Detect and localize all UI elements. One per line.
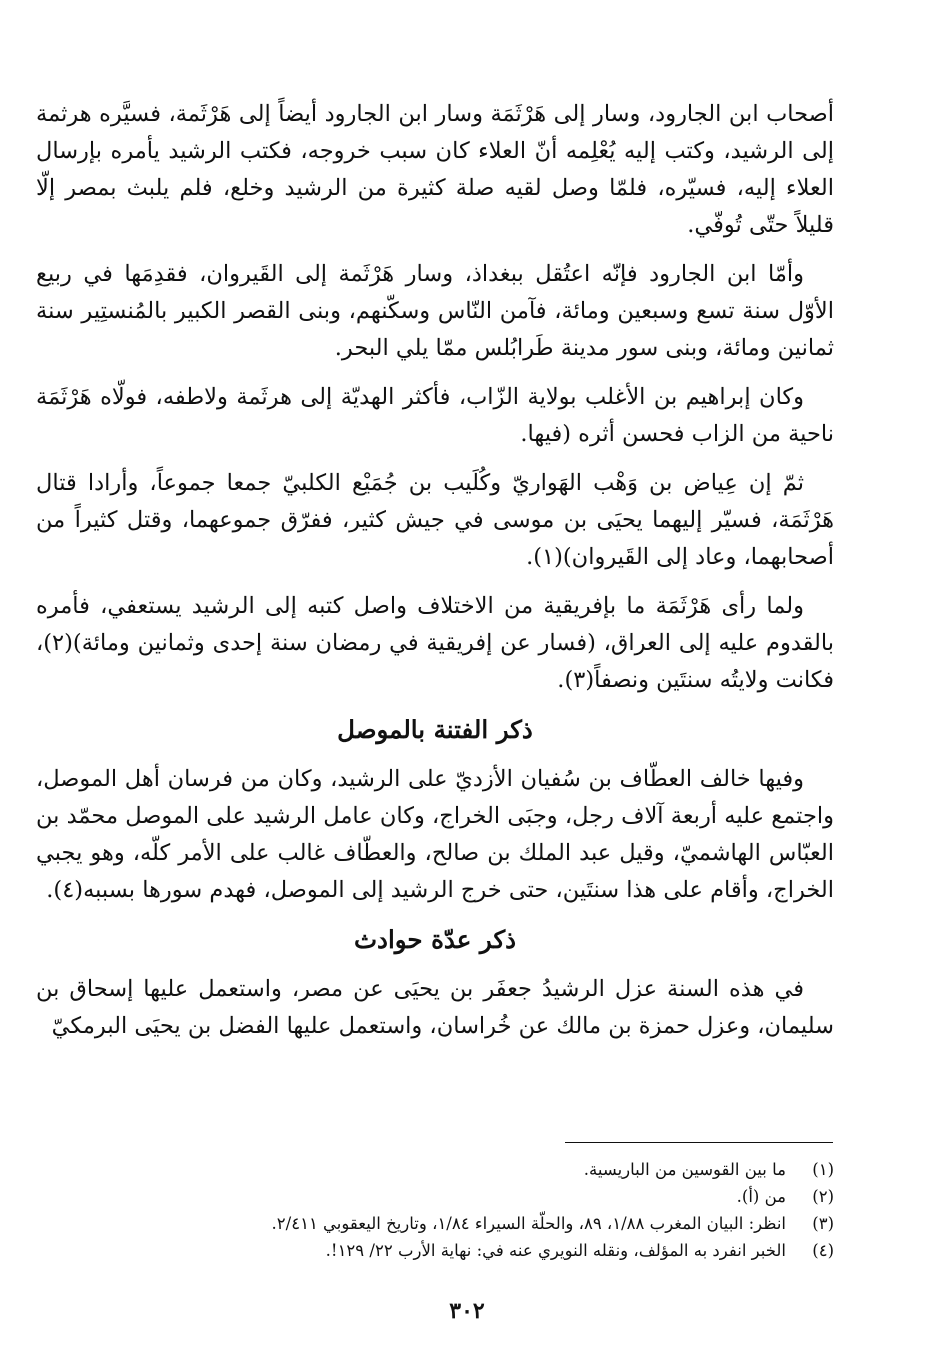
paragraph: في هذه السنة عزل الرشيدُ جعفَر بن يحيَى عن مصر، واستعمل عليها إسحاق بن سليمان، وعزل حمزة بن مالك عن خُراسان، واستعمل عليها الفضل بن يحيَى البرمكيّ (36, 976, 834, 1039)
footnote-number: (٤) (812, 1241, 834, 1260)
page-number: ٣٠٢ (449, 1298, 485, 1324)
footnote-text: انظر: البيان المغرب ١/٨٨، ٨٩، والحلّة السيراء ١/٨٤، وتاريخ اليعقوبي ٢/٤١١. (271, 1214, 786, 1233)
footnote (100, 1237, 834, 1264)
paragraph: وكان إبراهيم بن الأغلب بولاية الزّاب، فأكثر الهديّة إلى هرثَمة ولاطفه، فولّاه هَرْثَمَة ناحية من الزاب فحسن أثره (فيها. (36, 384, 834, 447)
paragraph: ثمّ إن عِياض بن وَهْب الهَواريّ وكُلَيب بن جُمَيْع الكلبيّ جمعا جموعاً، وأرادا قتال هَرْثَمَة، فسيّر إليهما يحيَى بن موسى في جيش كثير، ففرّق جموعهما، وقتل كثيراً من أصحابهما، وعاد إلى القَيروان)(١). (36, 470, 834, 570)
section-heading: ذكر الفتنة بالموصل (337, 715, 533, 744)
section-heading: ذكر عدّة حوادث (353, 925, 517, 954)
main-text (36, 96, 834, 1057)
footnote (100, 1156, 834, 1183)
paragraph: وأمّا ابن الجارود فإنّه اعتُقل ببغداذ، وسار هَرْثَمة إلى القَيروان، فقدِمَها في ربيع الأوّل سنة تسع وسبعين ومائة، فآمن النّاس وسكّنهم، وبنى القصر الكبير بالمُنستِير سنة ثمانين ومائة، وبنى سور مدينة طَرابُلس ممّا يلي البحر. (36, 261, 834, 361)
footnote-text: من (أ). (736, 1187, 786, 1206)
footnote-number: (٢) (812, 1187, 834, 1206)
footnote (100, 1210, 834, 1237)
paragraph: أصحاب ابن الجارود، وسار إلى هَرْثَمَة وسار ابن الجارود أيضاً إلى هَرْثَمة، فسيَّره هرثمة إلى الرشيد، وكتب إليه يُعْلِمه أنّ العلاء كان سبب خروجه، فكتب الرشيد يأمره بإرسال العلاء إليه، فسيّره، فلمّا وصل لقيه صلة كثيرة من الرشيد وخلع، فلم يلبث بمصر إلّا قليلاً حتّى تُوفّي. (36, 101, 834, 238)
footnote-text: الخبر انفرد به المؤلف، ونقله النويري عنه في: نهاية الأرب ٢٢/ ١٢٩!. (325, 1241, 786, 1260)
footnote-number: (١) (812, 1160, 834, 1179)
paragraph: وفيها خالف العطّاف بن سُفيان الأزديّ على الرشيد، وكان من فرسان أهل الموصل، واجتمع عليه أربعة آلاف رجل، وجبَى الخراج، وكان عامل الرشيد على الموصل محمّد بن العبّاس الهاشميّ، وقيل عبد الملك بن صالح، والعطّاف غالب على الأمر كلّه، وهو يجبي الخراج، وأقام على هذا سنتَين، حتى خرج الرشيد إلى الموصل، فهدم سورها بسببه(٤). (36, 766, 834, 903)
footnote-divider (565, 1142, 833, 1143)
footnote-text: ما بين القوسين من الباريسية. (583, 1160, 786, 1179)
footnote (100, 1183, 834, 1210)
paragraph: ولما رأى هَرْثَمَة ما بإفريقية من الاختلاف واصل كتبه إلى الرشيد يستعفي، فأمره بالقدوم عليه إلى العراق، (فسار عن إفريقية في رمضان سنة إحدى وثمانين ومائة)(٢)، فكانت ولايتُه سنتَين ونصفاً(٣). (36, 593, 834, 693)
footnote-number: (٣) (812, 1214, 834, 1233)
footnotes (100, 1156, 834, 1264)
